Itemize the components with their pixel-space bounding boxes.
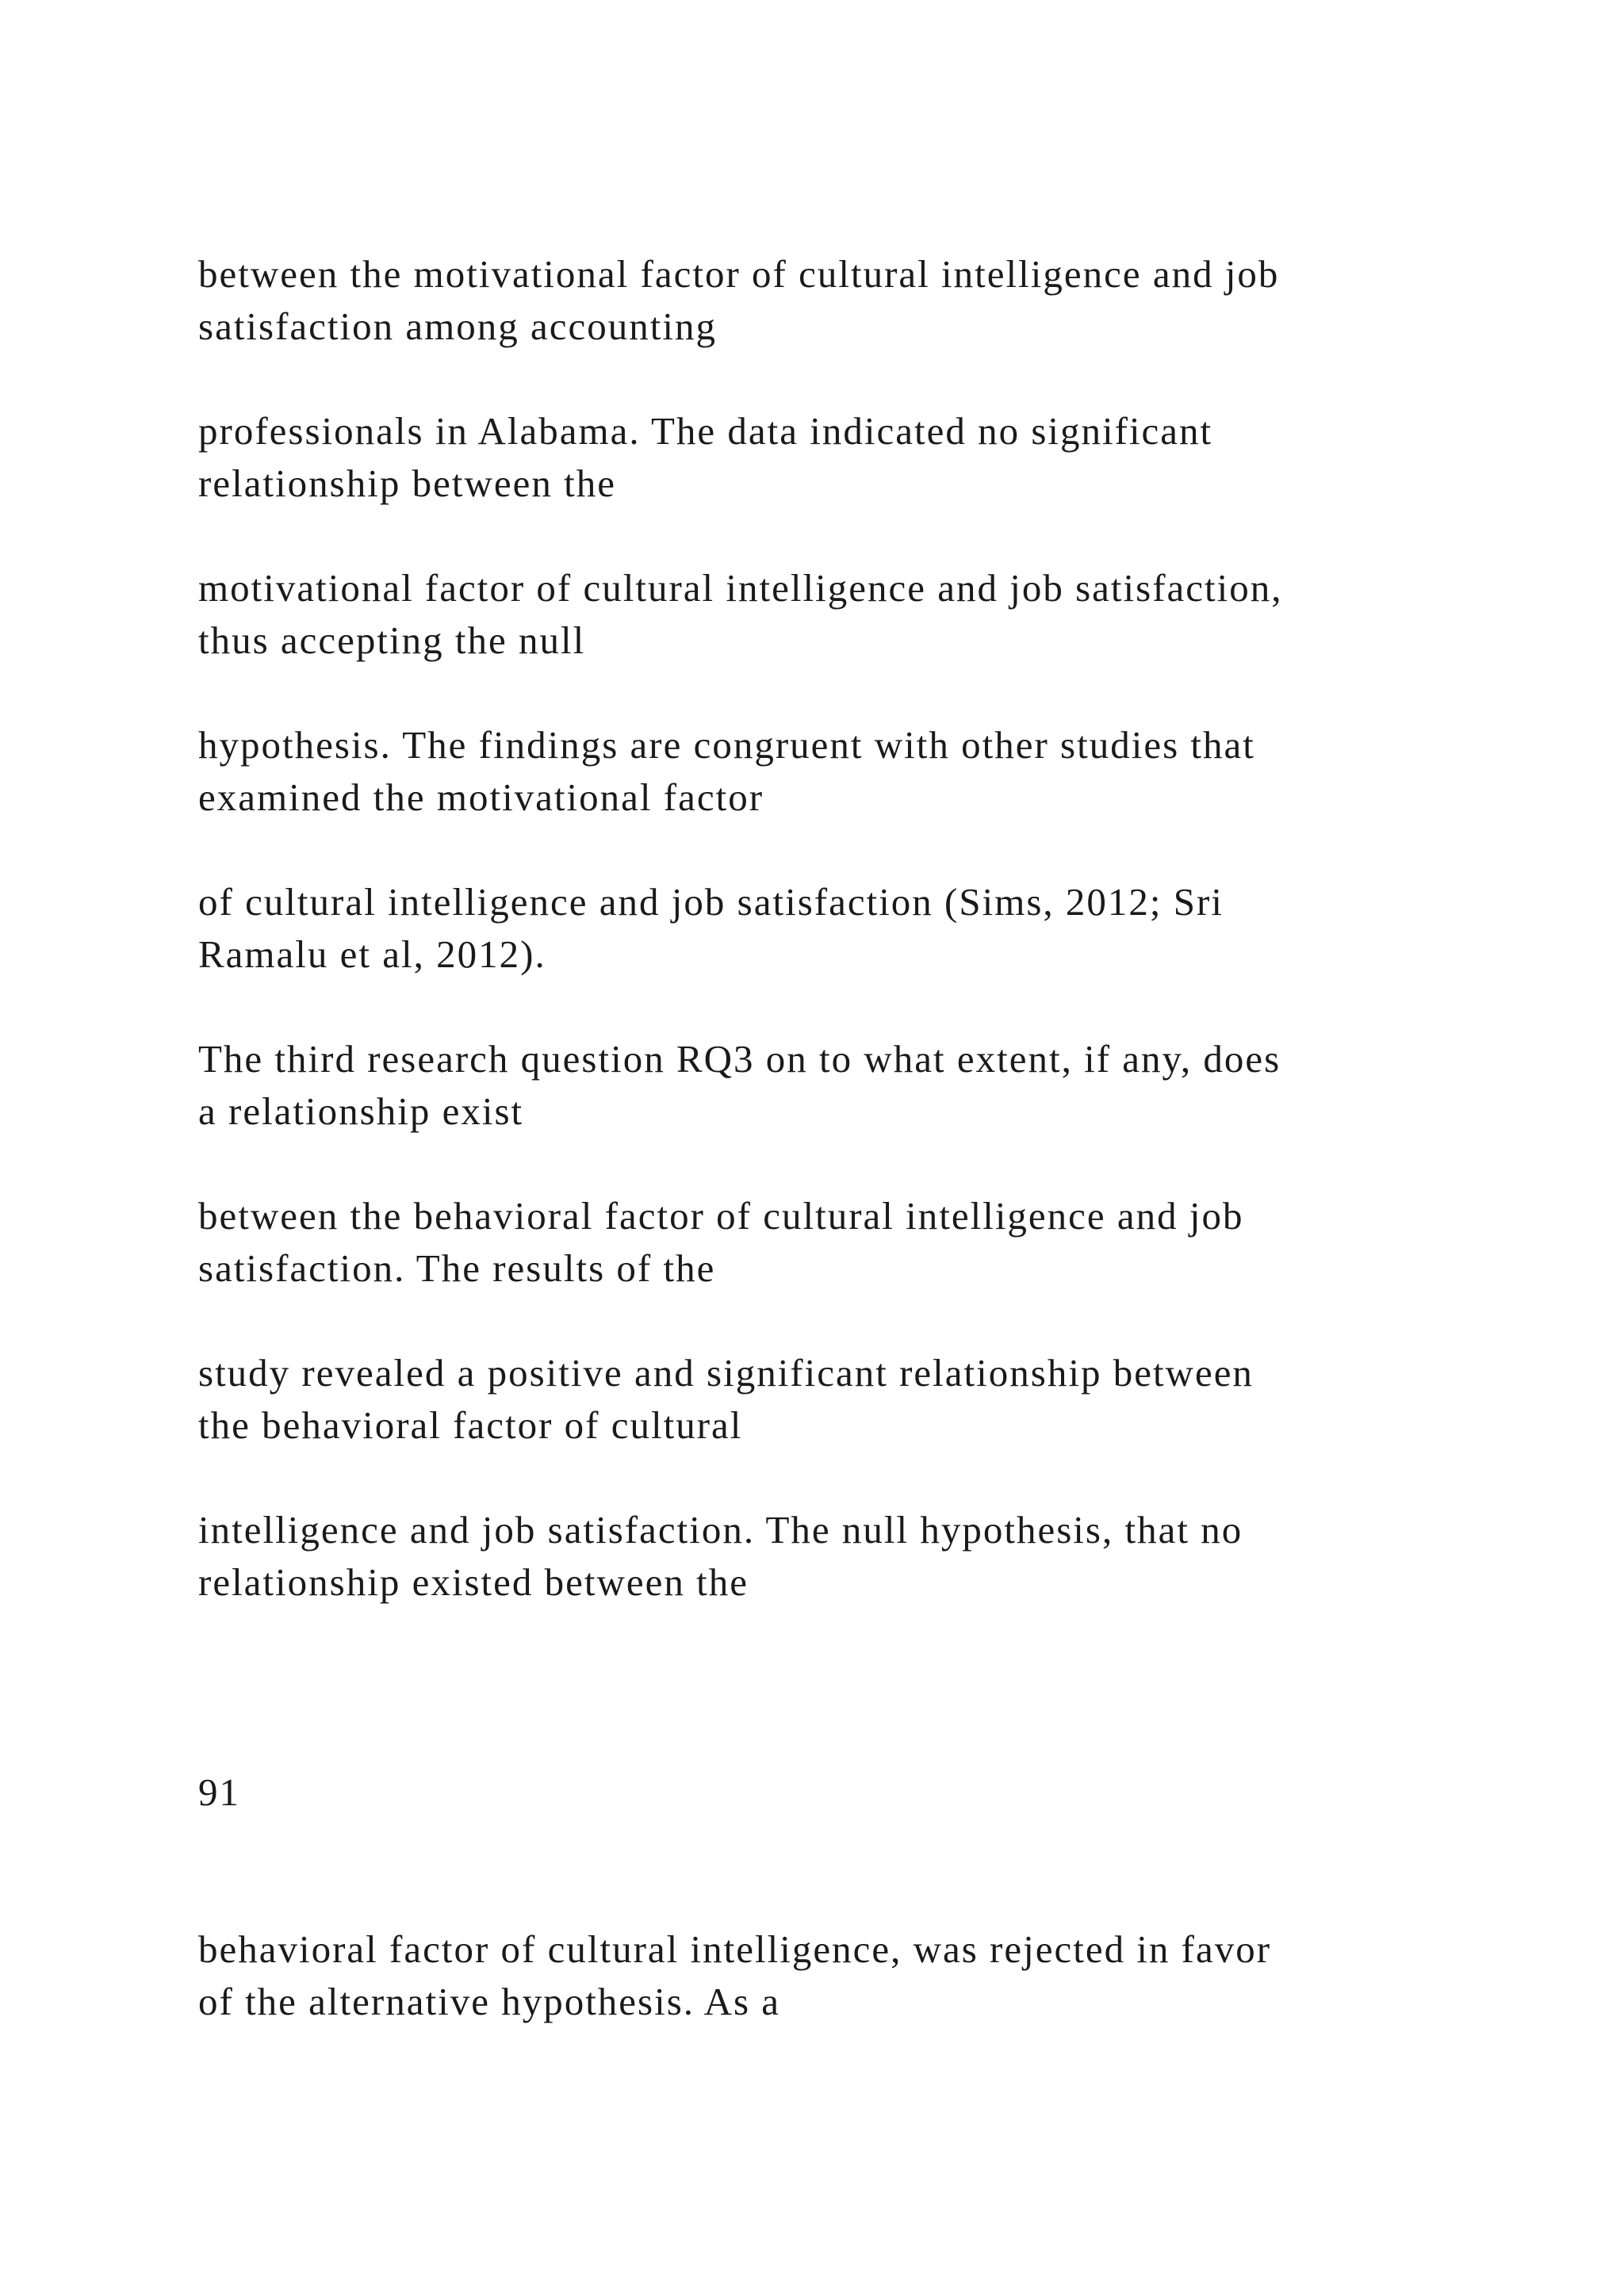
paragraph-line: hypothesis. The findings are congruent with other studies that — [198, 723, 1255, 767]
paragraph-line: a relationship exist — [198, 1089, 524, 1133]
paragraph-1 — [198, 248, 1467, 353]
paragraph-7 — [198, 1190, 1467, 1295]
paragraph-line: examined the motivational factor — [198, 775, 764, 819]
paragraph-line: relationship existed between the — [198, 1560, 749, 1604]
paragraph-line: of the alternative hypothesis. As a — [198, 1980, 781, 2023]
paragraph-6 — [198, 1033, 1467, 1138]
paragraph-line: relationship between the — [198, 461, 616, 505]
paragraph-line: professionals in Alabama. The data indicated no significant — [198, 409, 1213, 453]
paragraph-line: between the behavioral factor of cultural intelligence and job — [198, 1194, 1244, 1238]
paragraph-line: motivational factor of cultural intelligence and job satisfaction, — [198, 566, 1283, 610]
paragraph-3 — [198, 562, 1467, 667]
paragraph-line: thus accepting the null — [198, 618, 586, 662]
paragraph-2 — [198, 405, 1467, 510]
paragraph-line: of cultural intelligence and job satisfaction (Sims, 2012; Sri — [198, 880, 1224, 924]
paragraph-line: intelligence and job satisfaction. The null hypothesis, that no — [198, 1508, 1243, 1552]
paragraph-continuation — [198, 1923, 1467, 2028]
paragraph-9 — [198, 1504, 1467, 1609]
paragraph-line: behavioral factor of cultural intelligence, was rejected in favor — [198, 1927, 1272, 1971]
paragraph-5 — [198, 876, 1467, 981]
paragraph-line: between the motivational factor of cultural intelligence and job — [198, 252, 1280, 296]
paragraph-line: The third research question RQ3 on to what extent, if any, does — [198, 1037, 1281, 1081]
paragraph-8 — [198, 1347, 1467, 1452]
paragraph-4 — [198, 719, 1467, 824]
paragraph-line: Ramalu et al, 2012). — [198, 932, 546, 976]
paragraph-line: satisfaction. The results of the — [198, 1246, 716, 1290]
page-number: 91 — [198, 1770, 240, 1814]
paragraph-line: satisfaction among accounting — [198, 304, 717, 348]
paragraph-line: study revealed a positive and significant relationship between — [198, 1351, 1254, 1395]
paragraph-line: the behavioral factor of cultural — [198, 1403, 743, 1447]
